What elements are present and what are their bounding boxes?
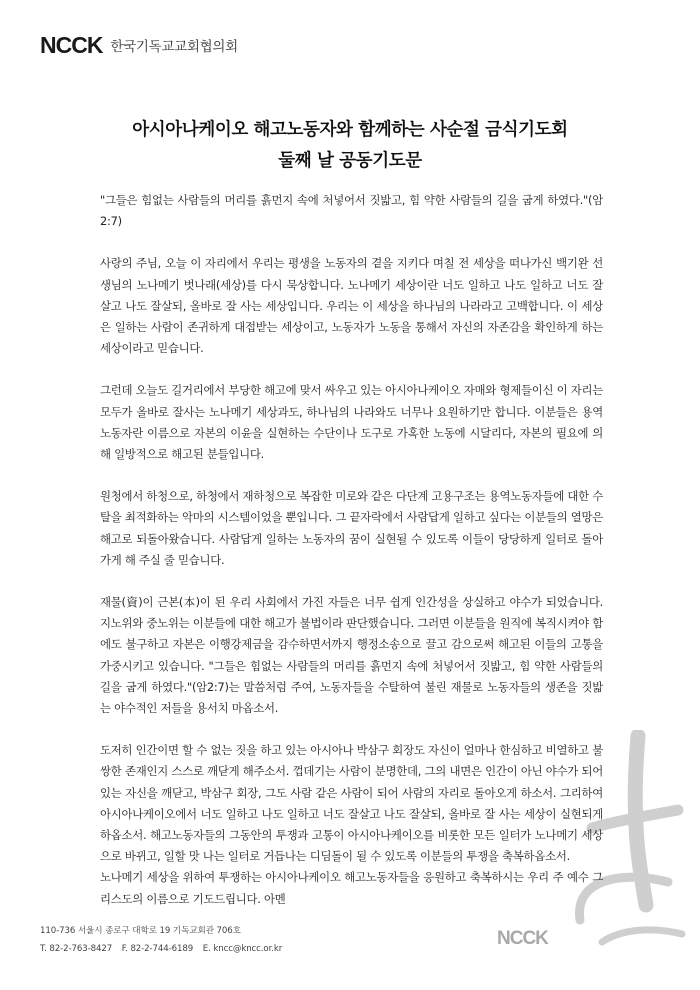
footer-phone: T. 82-2-763-8427 xyxy=(40,944,113,954)
footer-contacts xyxy=(40,940,282,958)
footer-email: E. kncc@kncc.or.kr xyxy=(202,944,283,954)
paragraph: 원청에서 하청으로, 하청에서 재하청으로 복잡한 미로와 같은 다단계 고용구조는 용역노동자들에 대한 수탈을 최적화하는 악마의 시스템이었을 뿐입니다. 그 끝자락에서 사람답게 일하고 싶다는 이분들의 열망은 해고로 되돌아왔습니다. 사람답게 일하는 노동자의 꿈이 실현될 수 있도록 이들이 당당하게 일터로 돌아가게 해 주실 줄 믿습니다. xyxy=(100,489,603,567)
footer-contact-info xyxy=(40,922,282,958)
title-line-2: 둘째 날 공동기도문 xyxy=(278,151,422,171)
paragraph: 재물(資)이 근본(本)이 된 우리 사회에서 가진 자들은 너무 쉽게 인간성을 상실하고 야수가 되었습니다. 지노위와 중노위는 이분들에 대한 해고가 불법이라 판단했습니다. 그러면 이분들을 원직에 복직시켜야 함에도 불구하고 자본은 이행강제금을 감수하면서까지 행정소송으로 끌고 감으로써 해고된 이들의 고통을 가중시키고 있습니다. "그들은 힘없는 사람들의 머리를 흙먼지 속에 처넣어서 짓밟고, 힘 약한 사람들의 길을 굽게 하였다."(암2:7)는 말씀처럼 주여, 노동자들을 수탈하여 불린 재물로 노동자들의 생존을 짓밟는 야수적인 저들을 용서치 마옵소서. xyxy=(100,595,603,716)
paragraph: 도저히 인간이면 할 수 없는 짓을 하고 있는 아시아나 박삼구 회장도 자신이 얼마나 한심하고 비열하고 불쌍한 존재인지 스스로 깨닫게 해주소서. 껍데기는 사람이 분명한데, 그의 내면은 인간이 아닌 야수가 되어있는 자신을 깨닫고, 박삼구 회장, 그도 사람 같은 사람이 되어 사람의 자리로 돌아오게 하소서. 그리하여 아시아나케이오에서 너도 일하고 나도 일하고 너도 잘살고 나도 잘살되, 올바로 잘 사는 세상이 실현되게 하옵소서. 해고노동자들의 그동안의 투쟁과 고통이 아시아나케이오를 비롯한 모든 일터가 노나메기 세상으로 바뀌고, 일할 맛 나는 일터로 거듭나는 디딤돌이 될 수 있도록 이분들의 투쟁을 축복하옵소서. xyxy=(100,743,603,864)
prayer-body xyxy=(100,190,603,910)
scripture-quote: "그들은 힘없는 사람들의 머리를 흙먼지 속에 처넣어서 짓밟고, 힘 약한 사람들의 길을 굽게 하였다."(암2:7) xyxy=(100,193,603,229)
watermark-ncck-logo: NCCK xyxy=(497,928,548,949)
footer-fax: F. 82-2-744-6189 xyxy=(121,944,194,954)
letterhead xyxy=(40,30,238,60)
footer-address: 110-736 서울시 종로구 대학로 19 기독교회관 706호 xyxy=(40,926,241,936)
ncck-logo: NCCK xyxy=(40,31,103,58)
paragraph: 사랑의 주님, 오늘 이 자리에서 우리는 평생을 노동자의 곁을 지키다 며칠 전 세상을 떠나가신 백기완 선생님의 노나메기 벗나래(세상)를 다시 묵상합니다. 노나메기 세상이란 너도 일하고 나도 일하고 너도 잘살고 나도 잘살되, 올바로 잘 사는 세상입니다. 우리는 이 세상을 하나님의 나라라고 고백합니다. 이 세상은 일하는 사람이 존귀하게 대접받는 세상이고, 노동자가 노동을 통해서 자신의 자존감을 확인하게 하는 세상이라고 믿습니다. xyxy=(100,256,603,356)
title-line-1: 아시아나케이오 해고노동자와 함께하는 사순절 금식기도회 xyxy=(132,120,568,140)
closing-paragraph: 노나메기 세상을 위하여 투쟁하는 아시아나케이오 해고노동자들을 응원하고 축복하시는 우리 주 예수 그리스도의 이름으로 기도드립니다. 아멘 xyxy=(100,870,603,906)
paragraph: 그런데 오늘도 길거리에서 부당한 해고에 맞서 싸우고 있는 아시아나케이오 자매와 형제들이신 이 자리는 모두가 올바로 잘사는 노나메기 세상과도, 하나님의 나라와도 너무나 요원하기만 합니다. 이분들은 용역노동자란 이름으로 자본의 이윤을 실현하는 수단이나 도구로 가혹한 노동에 시달리다, 자본의 필요에 의해 일방적으로 해고된 분들입니다. xyxy=(100,383,603,462)
document-title xyxy=(0,115,700,177)
organization-name: 한국기독교교회협의회 xyxy=(110,39,238,55)
